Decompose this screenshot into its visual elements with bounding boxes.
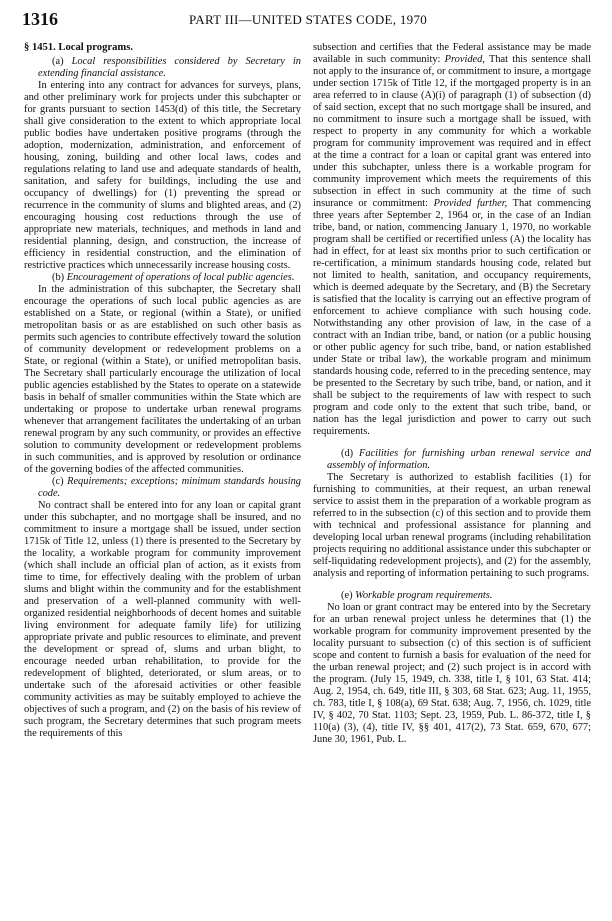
paragraph-b: In the administration of this subchapter, the Secretary shall encourage the operations of such local public agencies as are established on a State, or regional (within a State), or unified metropolitan basis or as are established on such other basis as permits such agencies to contribute effectively toward the solution of community development or redevelopment problems on a State, or regional (within a State), or unified metropolitan basis. The Secretary shall particularly encourage the utilization of local public agencies established by the States to operate on a statewide basis in behalf of smaller communities within the State which are undertaking or propose to undertake urban renewal programs whenever that arrangement facilitates the undertaking of an urban renewal program by any such community, or provides an effective solution to community development or redevelopment problems in such communities, and is approved by resolution or ordinance of the governing bodies of the affected communities. — [24, 284, 301, 475]
left-column — [24, 42, 301, 740]
subsection-b-label: (b) — [52, 272, 65, 283]
subsection-b-heading — [24, 272, 301, 284]
paragraph-c-continued — [313, 42, 591, 438]
subsection-c-label: (c) — [52, 476, 64, 487]
subsection-d-label: (d) — [341, 448, 354, 459]
subsection-b-title: Encouragement of operations of local public agencies. — [66, 272, 295, 283]
paragraph-c: No contract shall be entered into for any loan or capital grant under this subchapter, and no mortgage shall be insured, and no commitment to insure a mortgage shall be issued, under section 1715k of Title 12, unless (1) there is presented to the Secretary by the locality, a workable program for community improvement (which shall include an official plan of action, as it exists from time to time, for effectively dealing with the problem of urban slums and blight within the community and for the establishment and preservation of a well-planned community with well-organized residential neighborhoods of decent homes and suitable living environment for adequate family life) for utilizing appropriate private and public resources to eliminate, and prevent the development or spread of, slums and urban blight, to encourage needed urban rehabilitation, to provide for the redevelopment of blighted, deteriorated, or slum areas, or to undertake such of the aforesaid activities or other feasible community activities as may be suitably employed to achieve the objectives of such a program, and (2) on the basis of his review of such program, the Secretary determines that such program meets the requirements of this — [24, 500, 301, 739]
right-column — [313, 42, 591, 746]
subsection-c-title: Requirements; exceptions; minimum standards housing code. — [38, 476, 301, 499]
proviso-2: Provided further, — [433, 198, 508, 209]
paragraph-e: No loan or grant contract may be entered into by the Secretary for an urban renewal project unless he determines that (1) the workable program for community improvement presented by the locality pursuant to subsection (c) of this section is of sufficient scope and content to furnish a basis for evaluation of the need for the urban renewal project; and (2) such project is in accord with the program. (July 15, 1949, ch. 338, title I, § 101, 63 Stat. 414; Aug. 2, 1954, ch. 649, title III, § 303, 68 Stat. 623; Aug. 11, 1955, ch. 783, title I, § 108(a), 69 Stat. 638; Aug. 7, 1956, ch. 1029, title IV, § 402, 70 Stat. 1103; Sept. 23, 1959, Pub. L. 86-372, title I, § 110(a) (3), (4), title IV, §§ 401, 417(2), 73 Stat. 659, 670, 677; June 30, 1961, Pub. L. — [313, 602, 591, 745]
paragraph-a: In entering into any contract for advances for surveys, plans, and other preliminary work for projects under this subchapter or for grants pursuant to section 1453(d) of this title, the Secretary shall give consideration to the extent to which appropriate local public bodies have undertaken positive programs (through the adoption, modernization, administration, and enforcement of housing, zoning, building and other local laws, codes and regulations relating to land use and adequate standards of health, sanitation, and safety for buildings, including the use and occupancy of dwellings) for (1) preventing the spread or recurrence in the community of slums and blighted areas, and (2) encouraging housing cost reductions through the use of appropriate new materials, techniques, and methods in land and residential planning, design, and construction, the increase of efficiency in residential construction, and the elimination of restrictive practices which unnecessarily increase housing costs. — [24, 80, 301, 271]
subsection-e-title: Workable program requirements. — [355, 590, 493, 601]
paragraph-c-cont-3: That commencing three years after September 2, 1964 or, in the case of an Indian tribe, band, or nation, commencing January 1, 1970, no workable program shall be certified or recertified unless (A) the locality has had in effect, for at least six months prior to such certification or re-certification, a minimum standards housing code, related but not limited to health, sanitation, and occupancy requirements, which is deemed adequate by the Secretary, and (B) the Secretary is satisfied that the locality is carrying out an effective program of enforcement to achieve compliance with such housing code. Notwithstanding any other provision of law, in the case of a contract with an Indian tribe, band, or nation (or a public housing or other public agency for such tribe, band, or nation established under State or tribal law), the workable program and minimum standards housing code, referred to in the preceding sentence, may be presented to the Secretary by such tribe, band, or nation, and it shall be subject to the requirements of law with respect to such program and code only to the extent that such tribe, band, or nation has the legal jurisdiction and power to carry out such requirements. — [313, 198, 591, 437]
proviso-1: Provided, — [444, 54, 485, 65]
subsection-c-heading — [24, 476, 301, 500]
subsection-a-title: Local responsibilities considered by Secretary in extending financial assistance. — [38, 56, 301, 79]
running-title: PART III—UNITED STATES CODE, 1970 — [188, 12, 428, 27]
subsection-a-heading — [24, 56, 301, 80]
paragraph-d: The Secretary is authorized to establish facilities (1) for furnishing to communities, at their request, an urban renewal service to assist them in the preparation of a workable program as referred to in the subsection (c) of this section and to provide them with technical and professional assistance for planning and developing local urban renewal programs (including rehabilitation projects requiring no additional assistance under this subchapter or self-liquidating redevelopment projects), and (2) for the assembly, analysis and reporting of information pertaining to such programs. — [313, 472, 591, 579]
subsection-e-heading — [313, 590, 591, 602]
paragraph-c-cont-1: subsection and certifies that the Federal assistance may be made available in such community: — [313, 42, 591, 65]
section-title: § 1451. Local programs. — [24, 42, 133, 53]
subsection-e-label: (e) — [341, 590, 353, 601]
subsection-d-heading — [313, 448, 591, 472]
page-header — [22, 9, 594, 35]
subsection-a-label: (a) — [52, 56, 64, 67]
paragraph-c-cont-2: That this sentence shall not apply to the insurance of, or commitment to insure, a mortgage under section 1715k of Title 12, if the mortgaged property is in an area referred to in clause (A)(i) of paragraph (1) of subsection (d) of said section, except that no such mortgage shall be insured, and no commitment to insure such a mortgage shall be issued, with respect to property in any community for which a workable program for community improvement was required and in effect at the time a contract for a loan or capital grant was entered into under this subchapter, unless there is a workable program for community improvement which meets the requirements of this subsection in effect in such community at the time of such insurance or commitment: — [313, 54, 591, 209]
subsection-d-title: Facilities for furnishing urban renewal service and assembly of information. — [327, 448, 591, 471]
page-number: 1316 — [22, 9, 58, 29]
